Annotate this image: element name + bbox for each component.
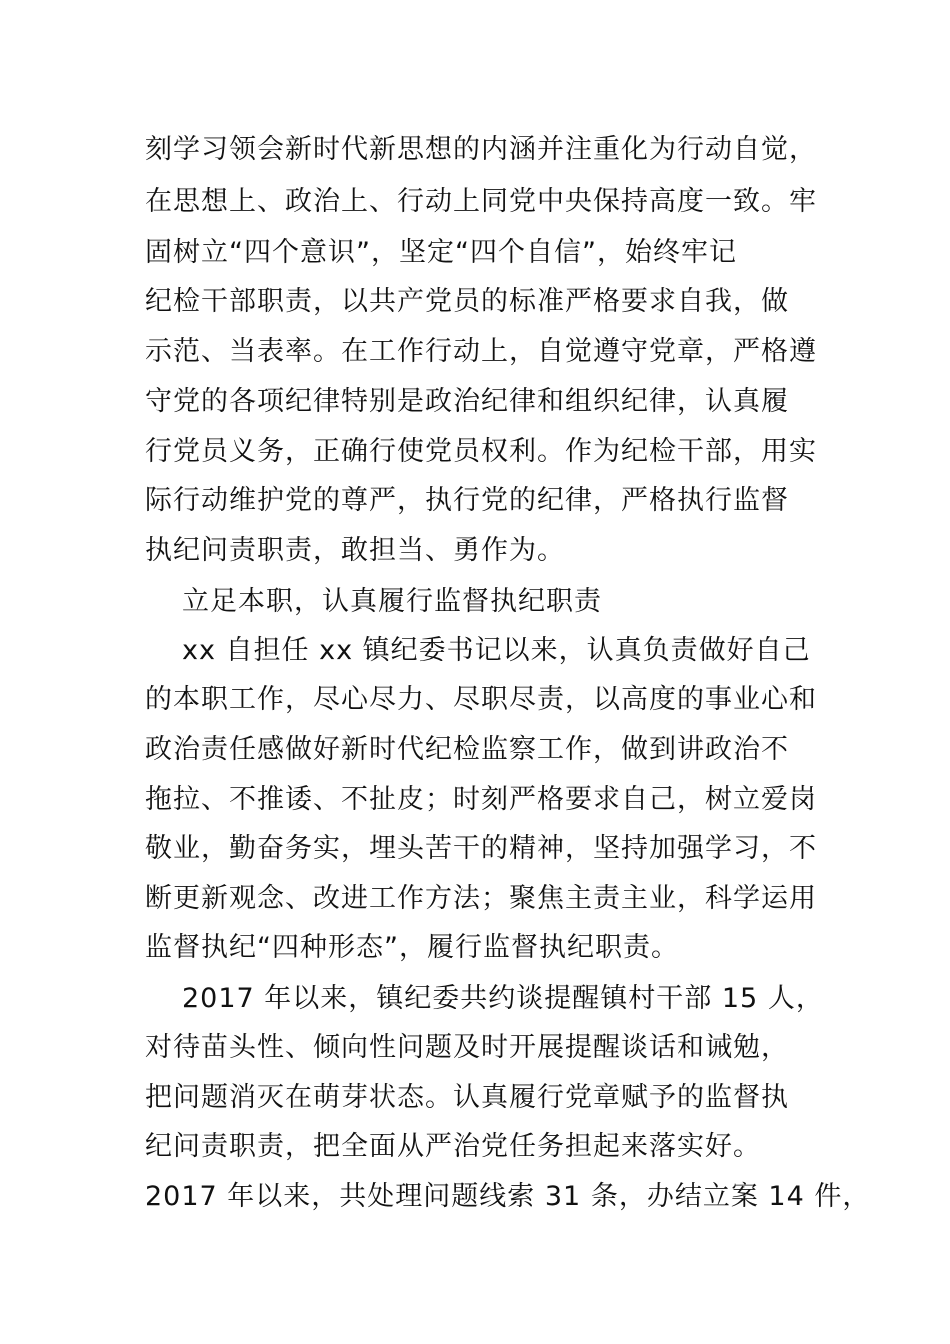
paragraph-line-4: 纪检干部职责，以共产党员的标准严格要求自我，做 [145, 286, 789, 317]
paragraph-line-1: 刻学习领会新时代新思想的内涵并注重化为行动自觉， [145, 134, 817, 165]
paragraph-line-10: xx 自担任 xx 镇纪委书记以来，认真负责做好自己 [182, 635, 811, 666]
paragraph-line-17: 2017 年以来，镇纪委共约谈提醒镇村干部 15 人， [182, 983, 824, 1014]
paragraph-line-21: 2017 年以来，共处理问题线索 31 条，办结立案 14 件， [145, 1181, 871, 1212]
paragraph-line-7: 行党员义务，正确行使党员权利。作为纪检干部，用实 [145, 436, 817, 467]
paragraph-line-11: 的本职工作，尽心尽力、尽职尽责，以高度的事业心和 [145, 684, 817, 715]
paragraph-line-8: 际行动维护党的尊严，执行党的纪律，严格执行监督 [145, 485, 789, 516]
paragraph-line-20: 纪问责职责，把全面从严治党任务担起来落实好。 [145, 1131, 761, 1162]
paragraph-line-18: 对待苗头性、倾向性问题及时开展提醒谈话和诫勉， [145, 1032, 789, 1063]
paragraph-line-13: 拖拉、不推诿、不扯皮；时刻严格要求自己，树立爱岗 [145, 784, 817, 815]
paragraph-line-12: 政治责任感做好新时代纪检监察工作，做到讲政治不 [145, 734, 789, 765]
paragraph-line-2: 在思想上、政治上、行动上同党中央保持高度一致。牢 [145, 186, 817, 217]
paragraph-line-15: 断更新观念、改进工作方法；聚焦主责主业，科学运用 [145, 883, 817, 914]
section-heading: 立足本职，认真履行监督执纪职责 [182, 586, 602, 617]
paragraph-line-3: 固树立“四个意识”，坚定“四个自信”，始终牢记 [145, 237, 737, 268]
paragraph-line-6: 守党的各项纪律特别是政治纪律和组织纪律，认真履 [145, 386, 789, 417]
paragraph-line-9: 执纪问责职责，敢担当、勇作为。 [145, 535, 565, 566]
paragraph-line-19: 把问题消灭在萌芽状态。认真履行党章赋予的监督执 [145, 1082, 789, 1113]
paragraph-line-16: 监督执纪“四种形态”，履行监督执纪职责。 [145, 932, 679, 963]
paragraph-line-14: 敬业，勤奋务实，埋头苦干的精神，坚持加强学习，不 [145, 833, 817, 864]
paragraph-line-5: 示范、当表率。在工作行动上，自觉遵守党章，严格遵 [145, 336, 817, 367]
